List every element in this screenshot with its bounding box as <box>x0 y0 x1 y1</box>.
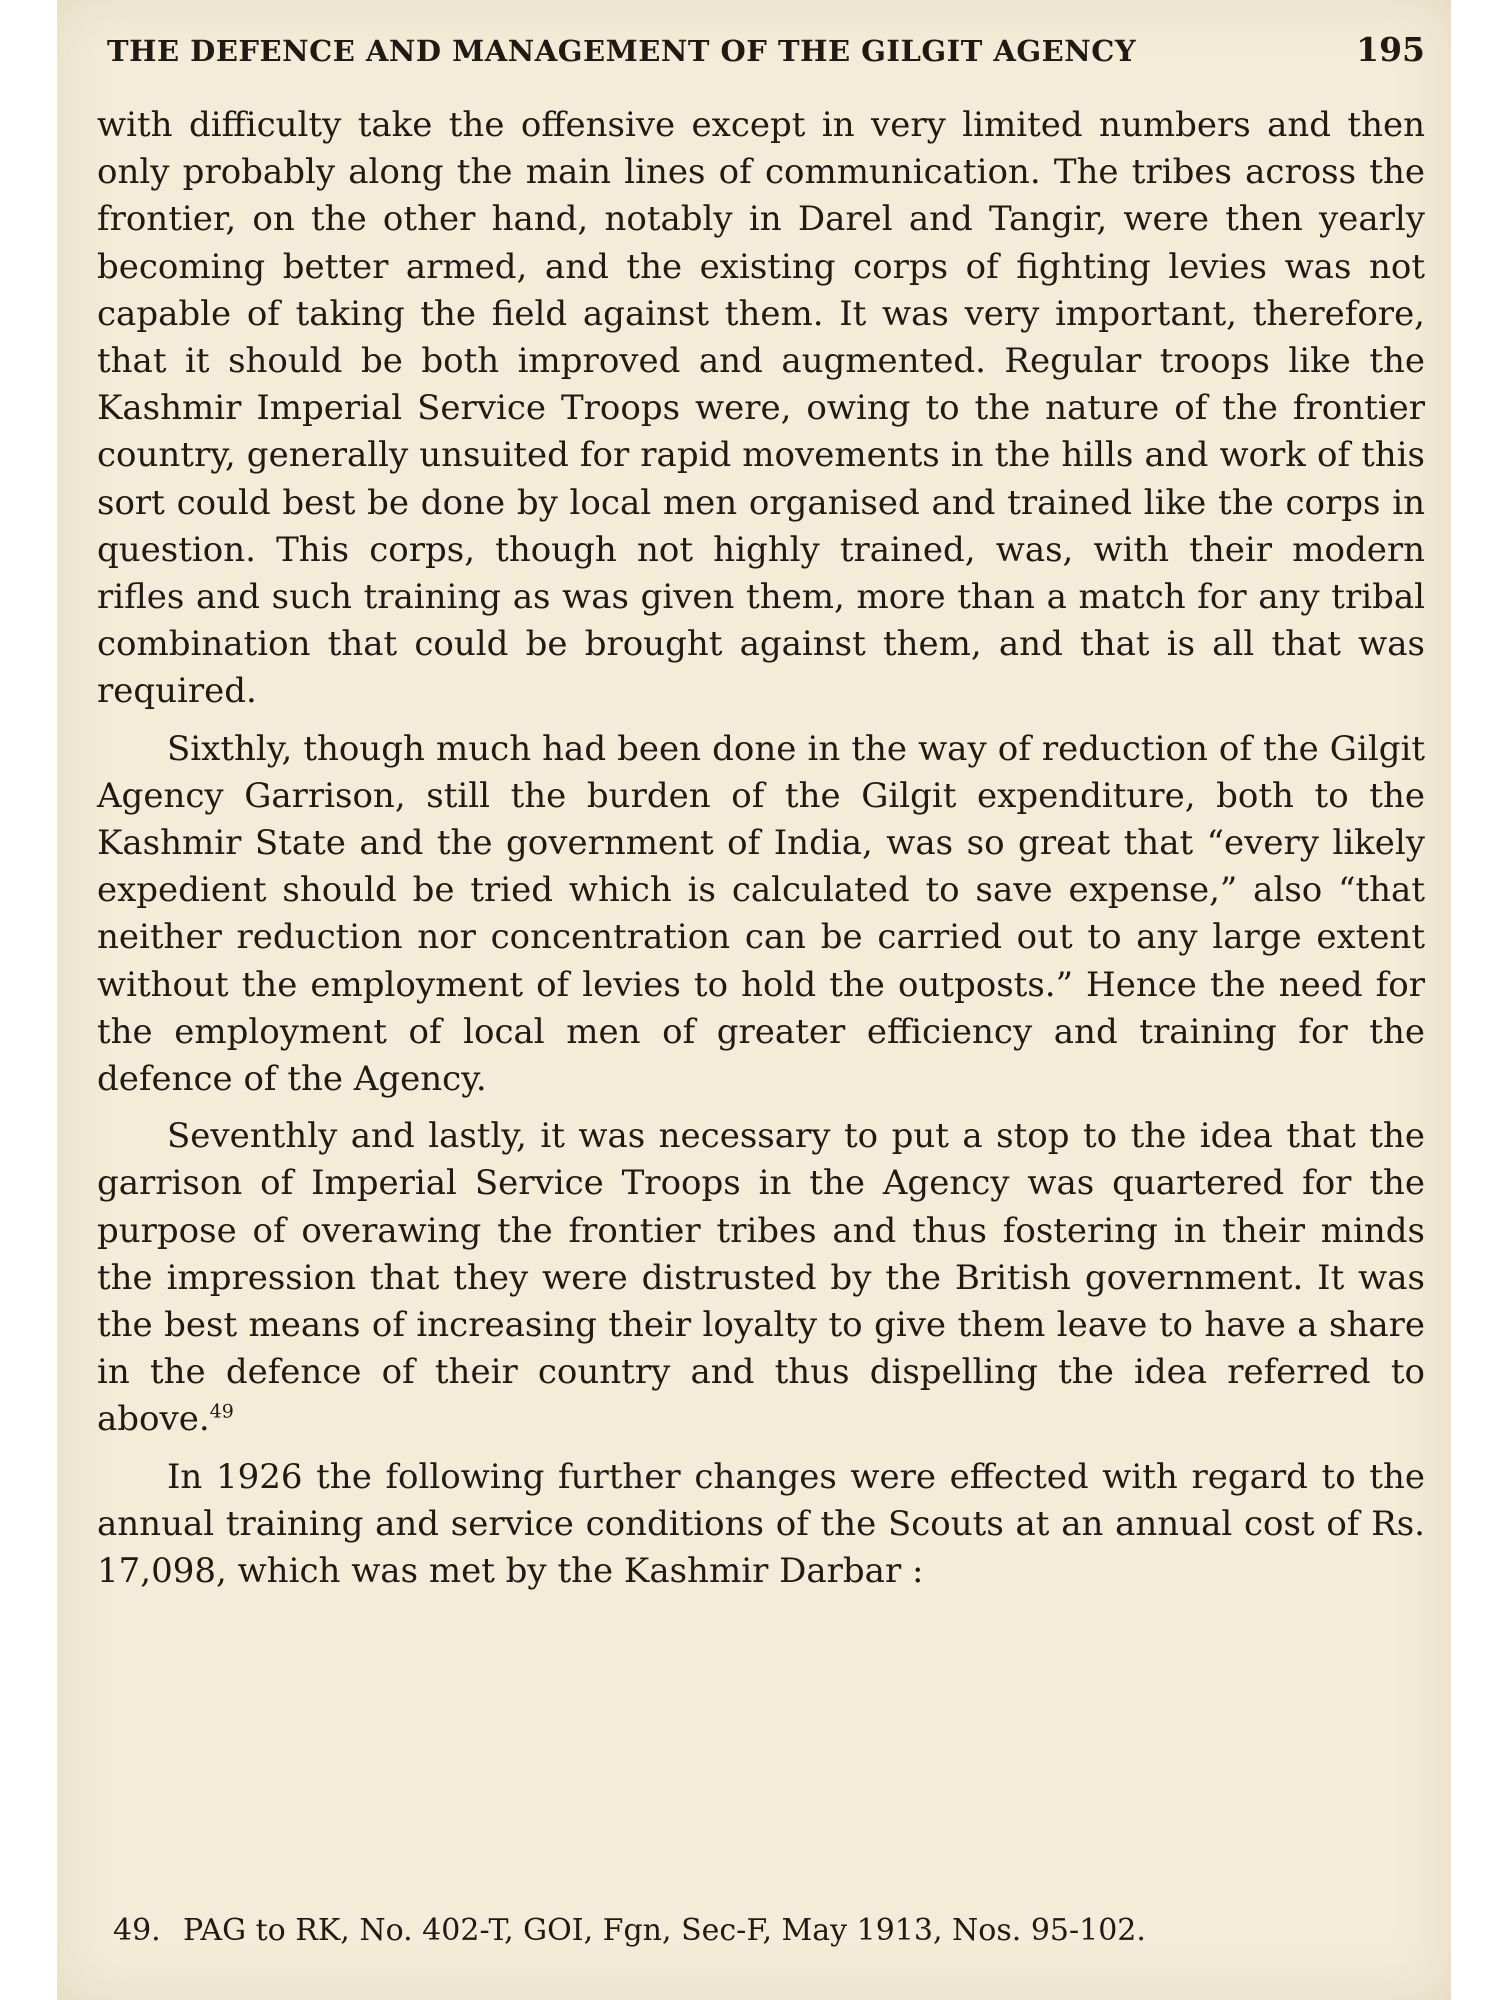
footnote-text: PAG to RK, No. 402-T, GOI, Fgn, Sec-F, May 1913, Nos. 95-102. <box>183 1913 1146 1948</box>
body-text <box>97 102 1425 1595</box>
paragraph-continued: with difficulty take the offensive except in very limited numbers and then only probably along the main lines of communication. The tribes across the frontier, on the other hand, notably in Darel and Tangir, were then yearly becoming better armed, and the existing corps of fighting levies was not capable of taking the field against them. It was very important, therefore, that it should be both improved and augmented. Regular troops like the Kashmir Imperial Service Troops were, owing to the nature of the frontier country, generally unsuited for rapid movements in the hills and work of this sort could best be done by local men organised and trained like the corps in question. This corps, though not highly trained, was, with their modern rifles and such training as was given them, more than a match for any tribal combination that could be brought against them, and that is all that was required. <box>97 105 1425 712</box>
book-page <box>57 0 1451 2000</box>
footnote-reference: 49 <box>209 1401 234 1424</box>
paragraph-seventhly <box>97 1113 1425 1443</box>
footnote <box>97 1910 1425 1952</box>
paragraph-1926: In 1926 the following further changes were effected with regard to the annual training and service conditions of the Scouts at an annual cost of Rs. 17,098, which was met by the Kashmir Darbar : <box>97 1456 1425 1592</box>
paragraph-seventhly-text: Seventhly and lastly, it was necessary to put a stop to the idea that the garrison of Imperial Service Troops in the Agency was quartered for the purpose of overawing the frontier tribes and thus fostering in their minds the impression that they were distrusted by the British government. It was the best means of increasing their loyalty to give them leave to have a share in the defence of their country and thus dispelling the idea referred to above. <box>97 1116 1425 1440</box>
page-number: 195 <box>1356 30 1425 69</box>
footnote-number: 49. <box>113 1913 161 1948</box>
running-title: THE DEFENCE AND MANAGEMENT OF THE GILGIT AGENCY <box>107 34 1137 68</box>
paragraph-sixthly: Sixthly, though much had been done in the way of reduction of the Gilgit Agency Garrison, still the burden of the Gilgit expenditure, both to the Kashmir State and the government of India, was so great that “every likely expedient should be tried which is calculated to save expense,” also “that neither reduction nor concentration can be carried out to any large extent without the employment of levies to hold the outposts.” Hence the need for the employment of local men of greater efficiency and training for the defence of the Agency. <box>97 728 1425 1100</box>
running-head <box>107 30 1425 74</box>
